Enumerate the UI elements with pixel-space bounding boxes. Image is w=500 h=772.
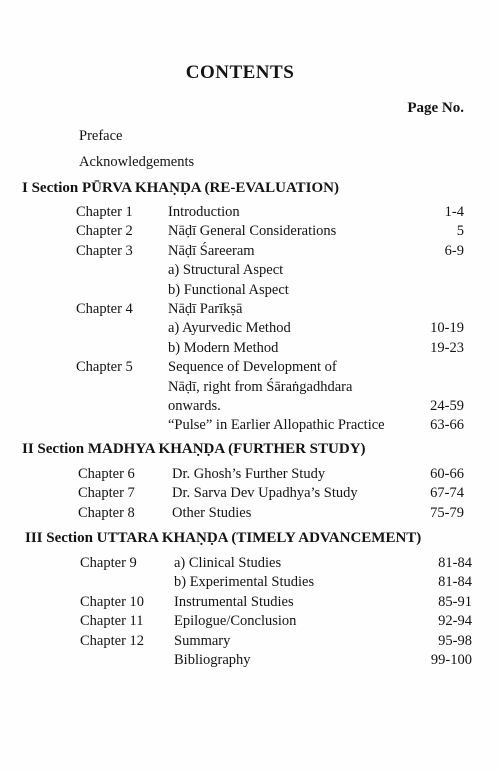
chapter-label: Chapter 12 [80, 632, 145, 649]
toc-row [0, 417, 500, 437]
page-range: 95-98 [438, 632, 472, 649]
entry-title: Dr. Ghosh’s Further Study [172, 466, 326, 482]
entry-title: a) Structural Aspect [168, 262, 284, 279]
toc-row [0, 243, 500, 263]
page-range: 92-94 [438, 613, 472, 630]
entry-title: b) Experimental Studies [174, 574, 315, 591]
toc-row [0, 633, 500, 653]
entry-title: onwards. [168, 398, 221, 414]
chapter-label: Chapter 8 [78, 504, 135, 521]
chapter-label: Chapter 9 [80, 555, 137, 571]
toc-row [0, 340, 500, 360]
chapter-label: Chapter 7 [78, 485, 135, 502]
entry-title: Dr. Sarva Dev Upadhya’s Study [172, 485, 358, 502]
entry-title: Epilogue/Conclusion [174, 613, 297, 630]
page-range: 63-66 [430, 417, 464, 434]
page-range: 24-59 [430, 398, 464, 414]
entry-title: Instrumental Studies [174, 593, 294, 610]
entry-title: b) Functional Aspect [168, 281, 289, 298]
page-range: 60-66 [430, 466, 464, 482]
toc-row [0, 204, 500, 224]
page-range: 67-74 [430, 485, 464, 502]
section-heading: I Section PŪRVA KHAṆḌA (RE-EVALUATION) [22, 180, 339, 196]
chapter-label: Chapter 3 [76, 242, 133, 259]
toc-row [0, 613, 500, 633]
chapter-label: Chapter 1 [76, 204, 133, 220]
front-matter-acknowledgements: Acknowledgements [79, 154, 195, 170]
toc-row [0, 505, 500, 525]
entry-title: Nāḍī General Considerations [168, 223, 337, 240]
toc-row [0, 485, 500, 505]
page-range: 6-9 [444, 242, 464, 259]
section-heading: II Section MADHYA KHAṆḌA (FURTHER STUDY) [22, 441, 366, 457]
chapter-label: Chapter 11 [80, 613, 144, 630]
entry-title: Sequence of Development of [168, 359, 337, 376]
toc-row [0, 379, 500, 399]
toc-row [0, 359, 500, 379]
entry-title: Introduction [168, 204, 240, 220]
entry-title: Nāḍī Parīkṣā [168, 301, 243, 317]
toc-row [0, 282, 500, 302]
page-no-column-label: Page No. [407, 100, 464, 116]
toc-row [0, 223, 500, 243]
entry-title: Bibliography [174, 652, 251, 668]
page-range: 81-84 [438, 574, 472, 591]
toc-row [0, 262, 500, 282]
toc-row [0, 652, 500, 672]
toc-row [0, 320, 500, 340]
page-range: 19-23 [430, 339, 464, 356]
chapter-label: Chapter 10 [80, 593, 145, 610]
front-matter-preface: Preface [79, 128, 123, 144]
entry-title: Summary [174, 632, 231, 649]
page-title: CONTENTS [185, 62, 295, 83]
chapter-label: Chapter 4 [76, 301, 133, 317]
entry-title: “Pulse” in Earlier Allopathic Practice [168, 417, 385, 434]
toc-row [0, 555, 500, 575]
page-range: 1-4 [444, 204, 464, 220]
page-range: 75-79 [430, 504, 464, 521]
entry-title: Nāḍī Śareeram [168, 242, 255, 259]
entry-title: a) Clinical Studies [174, 555, 282, 571]
page-range: 10-19 [430, 320, 464, 337]
entry-title: b) Modern Method [168, 339, 279, 356]
toc-row [0, 466, 500, 486]
chapter-label: Chapter 6 [78, 466, 135, 482]
toc-row [0, 574, 500, 594]
toc-row [0, 594, 500, 614]
entry-title: a) Ayurvedic Method [168, 320, 291, 337]
page-range: 99-100 [430, 652, 472, 668]
section-heading: III Section UTTARA KHAṆḌA (TIMELY ADVANCEMENT) [25, 530, 422, 546]
toc-row [0, 398, 500, 418]
chapter-label: Chapter 5 [76, 359, 133, 376]
page-range: 81-84 [438, 555, 472, 571]
page-range: 85-91 [438, 593, 472, 610]
chapter-label: Chapter 2 [76, 223, 133, 240]
page-range: 5 [456, 223, 464, 240]
toc-row [0, 301, 500, 321]
entry-title: Other Studies [172, 504, 252, 521]
entry-title: Nāḍī, right from Śāraṅgadhdara [168, 378, 353, 395]
